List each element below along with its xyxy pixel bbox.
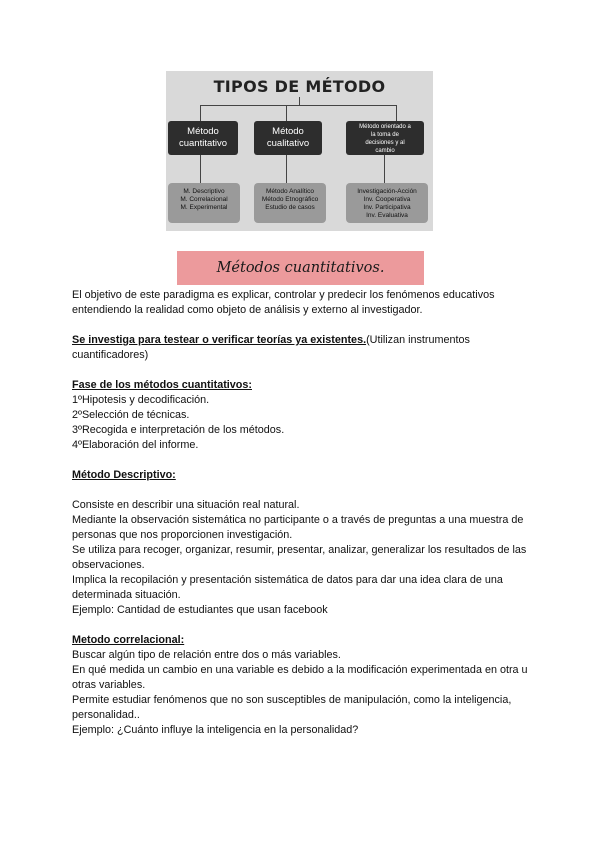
banner-title: Métodos cuantitativos.	[216, 260, 385, 276]
descriptive-line: Consiste en describir una situación real natural.	[72, 499, 300, 511]
research-heading: Se investiga para testear o verificar teorías ya existentes.	[72, 334, 367, 346]
section-banner	[177, 251, 424, 285]
correlational-line: En qué medida un cambio en una variable es debido a la modificación experimentada en otra u otras variables.	[72, 664, 528, 691]
connector-line	[384, 155, 385, 183]
phases-heading: Fase de los métodos cuantitativos:	[72, 379, 252, 391]
diagram-title: TIPOS DE MÉTODO	[213, 77, 386, 96]
qualitative-types-box: Método Analítico Método Etnográfico Estudio de casos	[254, 183, 326, 223]
research-note: (Utilizan instrumentos cuantificadores)	[72, 334, 470, 361]
quantitative-method-box: Método cuantitativo	[168, 121, 238, 155]
qualitative-method-box: Método cualitativo	[254, 121, 322, 155]
phase-item: 3ºRecogida e interpretación de los métodos.	[72, 424, 285, 436]
correlational-heading: Metodo correlacional:	[72, 634, 185, 646]
correlational-line: Ejemplo: ¿Cuánto influye la inteligencia en la personalidad?	[72, 724, 359, 736]
correlational-line: Permite estudiar fenómenos que no son susceptibles de manipulación, como la inteligencia, personalidad..	[72, 694, 512, 721]
connector-line	[200, 105, 201, 121]
document-body	[72, 288, 532, 738]
decision-method-box: Método orientado a la toma de decisiones y al cambio	[346, 121, 424, 155]
connector-line	[299, 97, 300, 105]
connector-line	[200, 155, 201, 183]
phase-item: 2ºSelección de técnicas.	[72, 409, 190, 421]
descriptive-heading: Método Descriptivo:	[72, 469, 176, 481]
research-paragraph	[72, 333, 532, 363]
descriptive-line: Se utiliza para recoger, organizar, resumir, presentar, analizar, generalizar los resultados de las observaciones.	[72, 544, 527, 571]
phase-item: 4ºElaboración del informe.	[72, 439, 199, 451]
connector-line	[396, 105, 397, 121]
descriptive-line: Ejemplo: Cantidad de estudiantes que usan facebook	[72, 604, 328, 616]
descriptive-line: Mediante la observación sistemática no participante o a través de preguntas a una muestra de personas que nos proporcionen investigación.	[72, 514, 524, 541]
correlational-line: Buscar algún tipo de relación entre dos o más variables.	[72, 649, 341, 661]
methods-diagram	[166, 71, 433, 231]
descriptive-line: Implica la recopilación y presentación sistemática de datos para dar una idea clara de una determinada situación.	[72, 574, 503, 601]
phase-item: 1ºHipotesis y decodificación.	[72, 394, 210, 406]
decision-types-box: Investigación-Acción Inv. Cooperativa Inv. Participativa Inv. Evaluativa	[346, 183, 428, 223]
connector-line	[200, 105, 396, 106]
connector-line	[286, 105, 287, 121]
connector-line	[286, 155, 287, 183]
quantitative-types-box: M. Descriptivo M. Correlacional M. Experimental	[168, 183, 240, 223]
intro-paragraph: El objetivo de este paradigma es explicar, controlar y predecir los fenómenos educativos entendiendo la realidad como objeto de análisis y externo al investigador.	[72, 289, 495, 316]
